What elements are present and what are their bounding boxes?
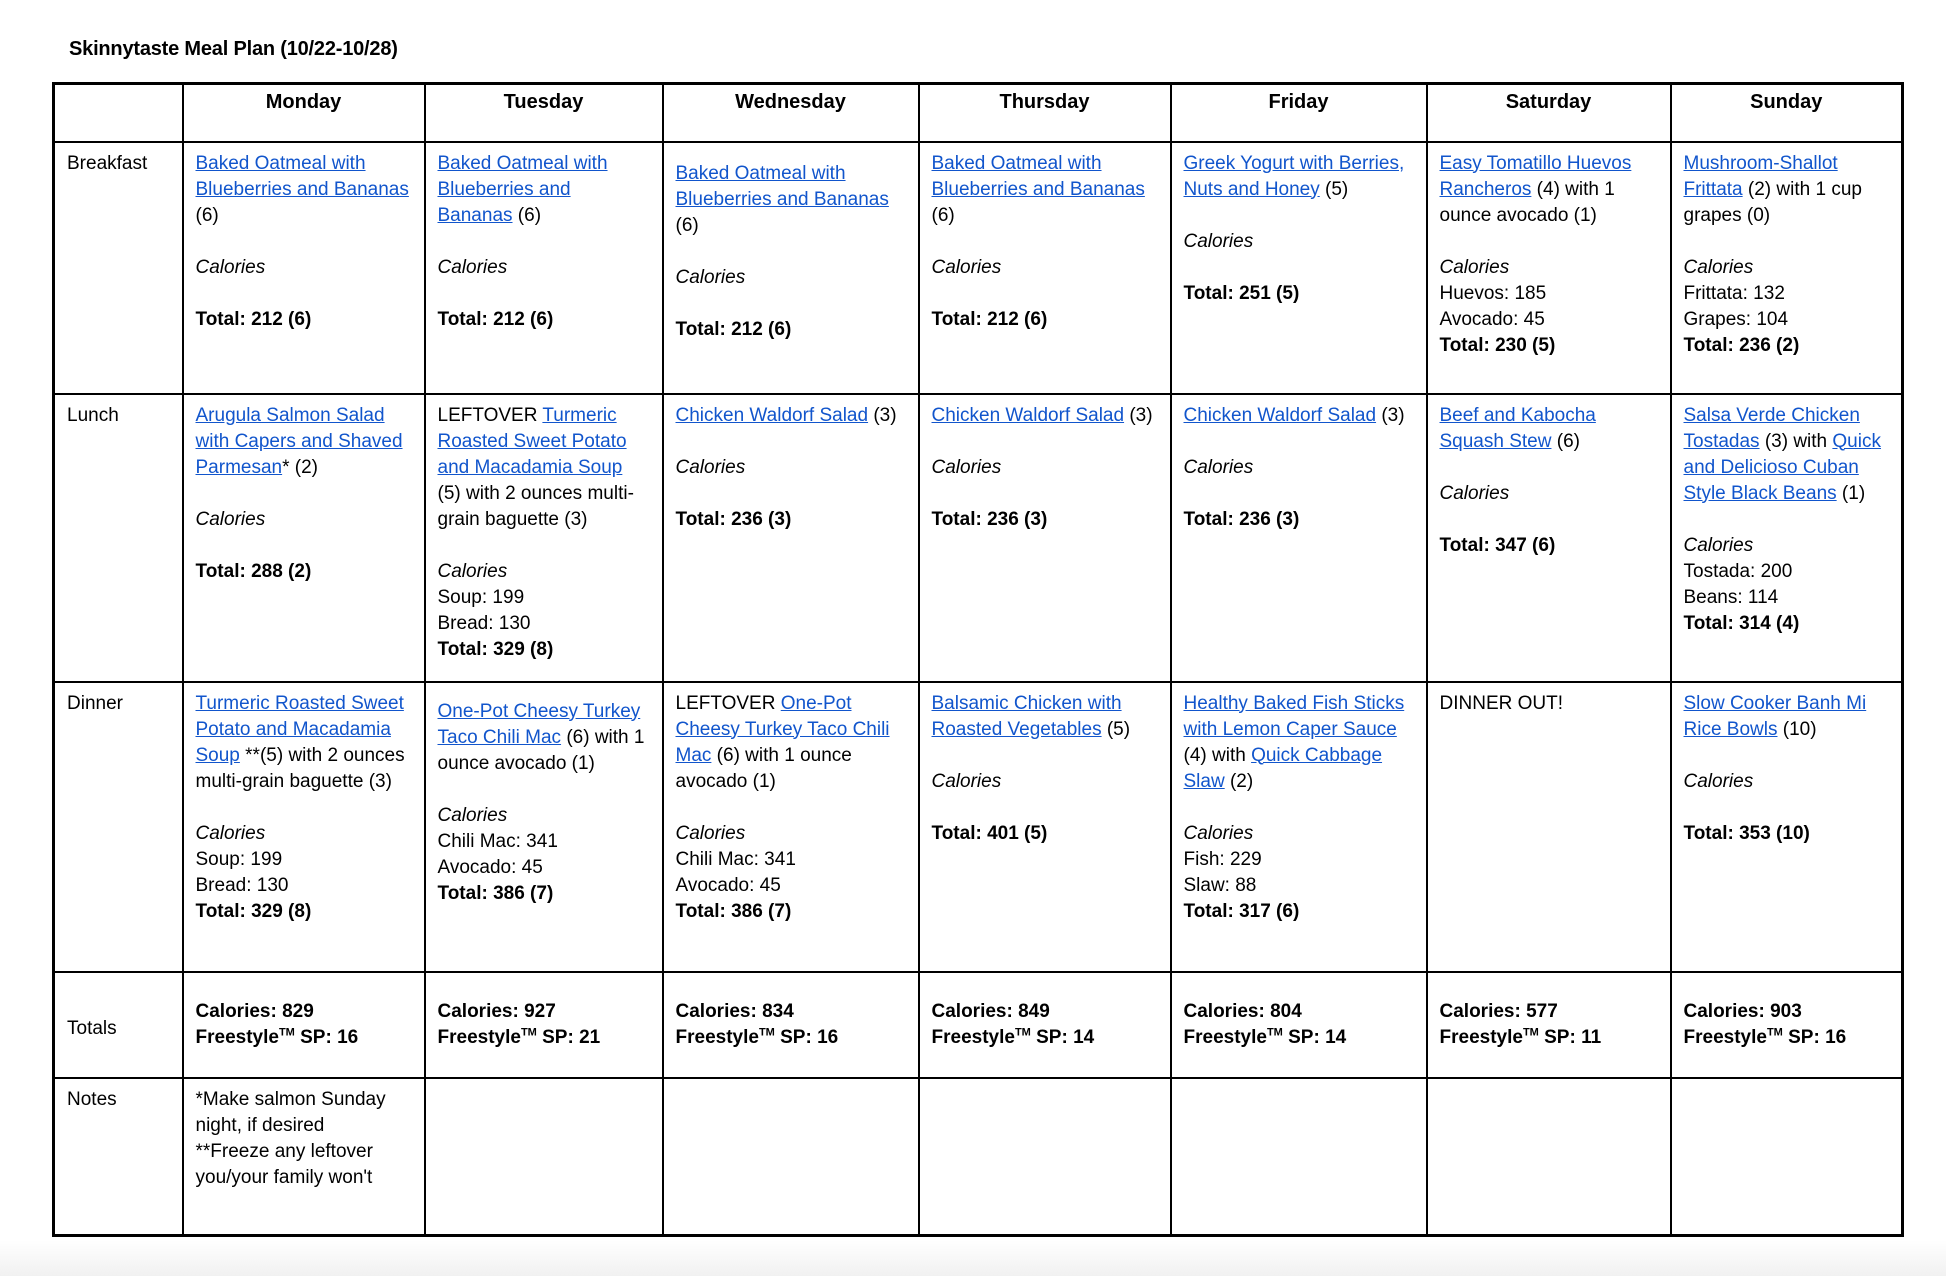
- calories-label: Calories: [675, 822, 746, 844]
- dinner-row: [54, 682, 1903, 972]
- portion-text: (6): [512, 204, 542, 226]
- total-calories: Calories: 577: [1439, 1000, 1558, 1022]
- meal-total: Total: 236 (3): [1183, 508, 1300, 530]
- meal-description: [1184, 691, 1414, 795]
- calories-label: Calories: [437, 256, 508, 278]
- row-label-breakfast: Breakfast: [54, 142, 183, 394]
- calories-label: Calories: [1683, 256, 1754, 278]
- portion-text: (3): [1376, 404, 1405, 426]
- spacer: [1684, 229, 1890, 255]
- spacer: [1184, 481, 1414, 507]
- meal-description: [438, 403, 650, 533]
- smartpoints-label: Freestyle: [1183, 1026, 1267, 1048]
- portion-text: * (2): [282, 456, 319, 478]
- meal-description: [438, 151, 650, 229]
- spacer: [438, 229, 650, 255]
- meal-description: [676, 161, 906, 239]
- notes-cell: [1671, 1078, 1903, 1236]
- meal-cell: [1671, 142, 1903, 394]
- total-calories: Calories: 849: [931, 1000, 1050, 1022]
- total-smartpoints: [1440, 1025, 1658, 1051]
- spacer: [932, 429, 1158, 455]
- spacer: [196, 533, 412, 559]
- breakfast-row: [54, 142, 1903, 394]
- meal-cell: [183, 142, 425, 394]
- day-header: Wednesday: [663, 84, 919, 142]
- lunch-row: [54, 394, 1903, 682]
- meal-description: [438, 699, 650, 777]
- portion-text: (3) with: [1759, 430, 1833, 452]
- recipe-link[interactable]: Baked Oatmeal with Blueberries and Bananas: [675, 162, 889, 210]
- calorie-line: Huevos: 185: [1439, 282, 1547, 304]
- smartpoints-value: SP: 11: [1538, 1026, 1602, 1048]
- calorie-line: Chili Mac: 341: [437, 830, 558, 852]
- calories-label: Calories: [1439, 482, 1510, 504]
- spacer: [1440, 455, 1658, 481]
- recipe-link[interactable]: Chicken Waldorf Salad: [675, 404, 869, 426]
- recipe-link[interactable]: Turmeric Roasted Sweet Potato and Macadamia Soup: [437, 404, 627, 478]
- row-label-lunch: Lunch: [54, 394, 183, 682]
- meal-plan-table: [52, 82, 1904, 1237]
- smartpoints-label: Freestyle: [437, 1026, 521, 1048]
- calories-label: Calories: [437, 804, 508, 826]
- spacer: [676, 429, 906, 455]
- day-totals-cell: [663, 972, 919, 1078]
- total-calories: Calories: 804: [1183, 1000, 1302, 1022]
- recipe-link[interactable]: Balsamic Chicken with Roasted Vegetables: [931, 692, 1122, 740]
- leftover-prefix: LEFTOVER: [437, 404, 543, 426]
- notes-cell: [1427, 1078, 1671, 1236]
- smartpoints-label: Freestyle: [931, 1026, 1015, 1048]
- meal-description: [196, 403, 412, 481]
- total-calories: Calories: 903: [1683, 1000, 1802, 1022]
- page-title: Skinnytaste Meal Plan (10/22-10/28): [69, 38, 398, 60]
- meal-cell: [1427, 682, 1671, 972]
- calories-label: Calories: [931, 256, 1002, 278]
- calorie-line: Slaw: 88: [1183, 874, 1257, 896]
- spacer: [932, 229, 1158, 255]
- portion-text: (5) with 2 ounces multi-grain baguette (3): [437, 482, 634, 530]
- smartpoints-label: Freestyle: [195, 1026, 279, 1048]
- meal-cell: [425, 394, 663, 682]
- portion-text: (4) with: [1183, 744, 1252, 766]
- meal-total: Total: 212 (6): [437, 308, 554, 330]
- meal-description: [1440, 151, 1658, 229]
- recipe-link[interactable]: Quick Cabbage Slaw: [1183, 744, 1383, 792]
- meal-total: Total: 251 (5): [1183, 282, 1300, 304]
- dinner-out-text: DINNER OUT!: [1439, 692, 1563, 714]
- meal-total: Total: 212 (6): [931, 308, 1048, 330]
- notes-cell: [183, 1078, 425, 1236]
- recipe-link[interactable]: Quick and Delicioso Cuban Style Black Beans: [1683, 430, 1881, 504]
- leftover-prefix: LEFTOVER: [675, 692, 781, 714]
- spacer: [196, 229, 412, 255]
- meal-description: [1184, 403, 1414, 429]
- spacer: [1684, 795, 1890, 821]
- portion-text: **(5) with 2 ounces multi-grain baguette (3): [195, 744, 405, 792]
- meal-total: Total: 212 (6): [675, 318, 792, 340]
- spacer: [1184, 795, 1414, 821]
- recipe-link[interactable]: Chicken Waldorf Salad: [1183, 404, 1377, 426]
- meal-total: Total: 353 (10): [1683, 822, 1810, 844]
- meal-total: Total: 236 (3): [675, 508, 792, 530]
- corner-cell: [54, 84, 183, 142]
- spacer: [676, 481, 906, 507]
- meal-description: [932, 403, 1158, 429]
- meal-cell: [183, 394, 425, 682]
- meal-total: Total: 329 (8): [195, 900, 312, 922]
- calorie-line: Soup: 199: [437, 586, 525, 608]
- day-totals-cell: [919, 972, 1171, 1078]
- calories-label: Calories: [1183, 822, 1254, 844]
- spacer: [1184, 429, 1414, 455]
- header-row: [54, 84, 1903, 142]
- smartpoints-label: Freestyle: [1439, 1026, 1523, 1048]
- meal-description: [1440, 403, 1658, 455]
- meal-cell: [1671, 682, 1903, 972]
- meal-description: [196, 691, 412, 795]
- day-totals-cell: [425, 972, 663, 1078]
- notes-cell: [919, 1078, 1171, 1236]
- day-header: Friday: [1171, 84, 1427, 142]
- meal-cell: [919, 142, 1171, 394]
- calorie-line: Beans: 114: [1683, 586, 1779, 608]
- notes-cell: [1171, 1078, 1427, 1236]
- meal-total: Total: 288 (2): [195, 560, 312, 582]
- calories-label: Calories: [195, 822, 266, 844]
- calories-label: Calories: [675, 456, 746, 478]
- meal-total: Total: 329 (8): [437, 638, 554, 660]
- meal-cell: [1427, 142, 1671, 394]
- meal-total: Total: 236 (2): [1683, 334, 1800, 356]
- recipe-link[interactable]: Baked Oatmeal with Blueberries and Bananas: [931, 152, 1145, 200]
- calories-label: Calories: [931, 770, 1002, 792]
- spacer: [676, 795, 906, 821]
- spacer: [932, 481, 1158, 507]
- meal-description: [1184, 151, 1414, 203]
- portion-text: (10): [1777, 718, 1817, 740]
- calorie-line: Chili Mac: 341: [675, 848, 796, 870]
- meal-total: Total: 212 (6): [195, 308, 312, 330]
- calories-label: Calories: [931, 456, 1002, 478]
- portion-text: (6) with 1 ounce avocado (1): [675, 744, 852, 792]
- spacer: [1684, 743, 1890, 769]
- portion-text: (3): [868, 404, 897, 426]
- portion-text: (3): [1124, 404, 1153, 426]
- note-line: **Freeze any leftover you/your family won't: [195, 1140, 373, 1188]
- calories-label: Calories: [437, 560, 508, 582]
- portion-text: (6): [195, 204, 219, 226]
- smartpoints-value: SP: 14: [1030, 1026, 1095, 1048]
- meal-cell: [1171, 682, 1427, 972]
- meal-description: [1684, 691, 1890, 743]
- spacer: [438, 777, 650, 803]
- recipe-link[interactable]: Baked Oatmeal with Blueberries and Bananas: [195, 152, 409, 200]
- smartpoints-value: SP: 16: [294, 1026, 359, 1048]
- recipe-link[interactable]: Turmeric Roasted Sweet Potato and Macadamia Soup: [195, 692, 404, 766]
- meal-total: Total: 386 (7): [437, 882, 554, 904]
- spacer: [196, 481, 412, 507]
- total-smartpoints: [196, 1025, 412, 1051]
- meal-cell: [1427, 394, 1671, 682]
- spacer: [676, 291, 906, 317]
- portion-text: (6): [1551, 430, 1580, 452]
- calorie-line: Bread: 130: [195, 874, 289, 896]
- calories-label: Calories: [675, 266, 746, 288]
- meal-description: [1684, 151, 1890, 229]
- trademark-symbol: TM: [1522, 1026, 1539, 1039]
- row-label-dinner: Dinner: [54, 682, 183, 972]
- trademark-symbol: TM: [520, 1026, 537, 1039]
- portion-text: (2): [1224, 770, 1254, 792]
- row-label-totals: Totals: [54, 972, 183, 1078]
- smartpoints-value: SP: 14: [1282, 1026, 1347, 1048]
- trademark-symbol: TM: [758, 1026, 775, 1039]
- meal-total: Total: 236 (3): [931, 508, 1048, 530]
- spacer: [196, 795, 412, 821]
- trademark-symbol: TM: [1014, 1026, 1031, 1039]
- spacer: [196, 281, 412, 307]
- meal-total: Total: 230 (5): [1439, 334, 1556, 356]
- recipe-link[interactable]: Chicken Waldorf Salad: [931, 404, 1125, 426]
- total-calories: Calories: 834: [675, 1000, 794, 1022]
- notes-row: [54, 1078, 1903, 1236]
- total-smartpoints: [1684, 1025, 1890, 1051]
- portion-text: (2) with 1 cup grapes (0): [1683, 178, 1862, 226]
- smartpoints-value: SP: 21: [536, 1026, 601, 1048]
- smartpoints-value: SP: 16: [1782, 1026, 1847, 1048]
- smartpoints-value: SP: 16: [774, 1026, 839, 1048]
- total-calories: Calories: 927: [437, 1000, 556, 1022]
- recipe-link[interactable]: One-Pot Cheesy Turkey Taco Chili Mac: [437, 700, 641, 748]
- day-header: Tuesday: [425, 84, 663, 142]
- day-totals-cell: [1427, 972, 1671, 1078]
- calorie-line: Avocado: 45: [437, 856, 543, 878]
- spacer: [932, 281, 1158, 307]
- calories-label: Calories: [1683, 534, 1754, 556]
- meal-cell: [919, 394, 1171, 682]
- portion-text: (4) with 1 ounce avocado (1): [1439, 178, 1615, 226]
- portion-text: (6): [931, 204, 955, 226]
- trademark-symbol: TM: [278, 1026, 295, 1039]
- recipe-link[interactable]: Baked Oatmeal with Blueberries and Bananas: [437, 152, 608, 226]
- day-header: Sunday: [1671, 84, 1903, 142]
- calories-label: Calories: [1183, 230, 1254, 252]
- day-header: Thursday: [919, 84, 1171, 142]
- portion-text: (1): [1836, 482, 1866, 504]
- total-smartpoints: [438, 1025, 650, 1051]
- meal-total: Total: 317 (6): [1183, 900, 1300, 922]
- recipe-link[interactable]: Healthy Baked Fish Sticks with Lemon Caper Sauce: [1183, 692, 1405, 740]
- calorie-line: Avocado: 45: [675, 874, 781, 896]
- meal-description: [932, 691, 1158, 743]
- spacer: [1684, 507, 1890, 533]
- meal-cell: [425, 142, 663, 394]
- calories-label: Calories: [1183, 456, 1254, 478]
- spacer: [1184, 203, 1414, 229]
- day-totals-cell: [1171, 972, 1427, 1078]
- calorie-line: Fish: 229: [1183, 848, 1262, 870]
- recipe-link[interactable]: Slow Cooker Banh Mi Rice Bowls: [1683, 692, 1867, 740]
- meal-description: [932, 151, 1158, 229]
- meal-cell: [183, 682, 425, 972]
- note-line: *Make salmon Sunday night, if desired: [195, 1088, 386, 1136]
- recipe-link[interactable]: Greek Yogurt with Berries, Nuts and Honey: [1183, 152, 1405, 200]
- trademark-symbol: TM: [1766, 1026, 1783, 1039]
- spacer: [438, 533, 650, 559]
- meal-total: Total: 401 (5): [931, 822, 1048, 844]
- meal-total: Total: 314 (4): [1683, 612, 1800, 634]
- calorie-line: Tostada: 200: [1683, 560, 1793, 582]
- spacer: [438, 281, 650, 307]
- calories-label: Calories: [195, 508, 266, 530]
- spacer: [1440, 507, 1658, 533]
- meal-cell: [663, 394, 919, 682]
- notes-cell: [425, 1078, 663, 1236]
- calories-label: Calories: [195, 256, 266, 278]
- day-totals-cell: [1671, 972, 1903, 1078]
- calorie-line: Grapes: 104: [1683, 308, 1789, 330]
- spacer: [1184, 255, 1414, 281]
- spacer: [932, 743, 1158, 769]
- calories-label: Calories: [1683, 770, 1754, 792]
- total-smartpoints: [676, 1025, 906, 1051]
- day-header: Monday: [183, 84, 425, 142]
- meal-cell: [425, 682, 663, 972]
- calorie-line: Frittata: 132: [1683, 282, 1785, 304]
- meal-cell: [663, 142, 919, 394]
- total-calories: Calories: 829: [195, 1000, 314, 1022]
- recipe-link[interactable]: Mushroom-Shallot Frittata: [1683, 152, 1838, 200]
- calories-label: Calories: [1439, 256, 1510, 278]
- recipe-link[interactable]: Easy Tomatillo Huevos Rancheros: [1439, 152, 1632, 200]
- recipe-link[interactable]: Arugula Salmon Salad with Capers and Shaved Parmesan: [195, 404, 403, 478]
- row-label-notes: Notes: [54, 1078, 183, 1236]
- portion-text: (5): [1101, 718, 1131, 740]
- meal-cell: [663, 682, 919, 972]
- total-smartpoints: [932, 1025, 1158, 1051]
- meal-description: [1684, 403, 1890, 507]
- smartpoints-label: Freestyle: [675, 1026, 759, 1048]
- meal-total: Total: 347 (6): [1439, 534, 1556, 556]
- day-totals-cell: [183, 972, 425, 1078]
- meal-cell: [1171, 394, 1427, 682]
- meal-cell: [1671, 394, 1903, 682]
- meal-cell: [1171, 142, 1427, 394]
- calorie-line: Bread: 130: [437, 612, 531, 634]
- spacer: [1440, 229, 1658, 255]
- total-smartpoints: [1184, 1025, 1414, 1051]
- calorie-line: Avocado: 45: [1439, 308, 1545, 330]
- portion-text: (6): [675, 214, 699, 236]
- totals-row: [54, 972, 1903, 1078]
- day-header: Saturday: [1427, 84, 1671, 142]
- meal-description: [676, 691, 906, 795]
- recipe-link[interactable]: Beef and Kabocha Squash Stew: [1439, 404, 1596, 452]
- recipe-link[interactable]: Salsa Verde Chicken Tostadas: [1683, 404, 1860, 452]
- trademark-symbol: TM: [1266, 1026, 1283, 1039]
- meal-description: [676, 403, 906, 429]
- calorie-line: Soup: 199: [195, 848, 283, 870]
- portion-text: (6) with 1 ounce avocado (1): [437, 726, 645, 774]
- smartpoints-label: Freestyle: [1683, 1026, 1767, 1048]
- recipe-link[interactable]: One-Pot Cheesy Turkey Taco Chili Mac: [675, 692, 890, 766]
- spacer: [932, 795, 1158, 821]
- portion-text: (5): [1319, 178, 1349, 200]
- meal-cell: [919, 682, 1171, 972]
- notes-cell: [663, 1078, 919, 1236]
- spacer: [676, 239, 906, 265]
- meal-description: [196, 151, 412, 229]
- meal-total: Total: 386 (7): [675, 900, 792, 922]
